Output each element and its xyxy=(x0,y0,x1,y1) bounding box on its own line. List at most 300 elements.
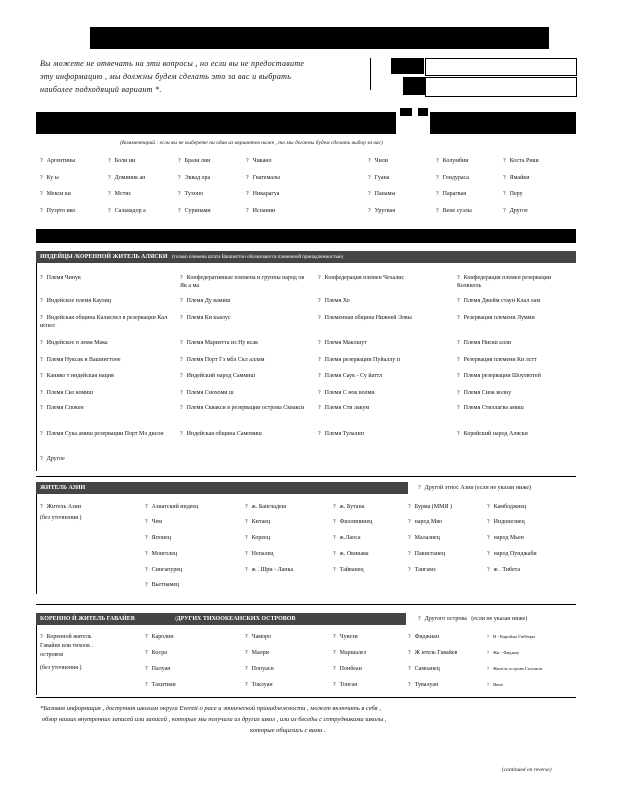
pacific-option[interactable] xyxy=(245,649,269,657)
native-option[interactable] xyxy=(40,356,170,364)
checkbox-icon: ? xyxy=(318,390,321,396)
hispanic-option-label: Чили xyxy=(374,158,388,164)
native-option-label: Племя Спокен xyxy=(46,405,84,411)
hispanic-option-label: Гондураса xyxy=(442,175,469,181)
checkbox-icon: ? xyxy=(40,456,43,462)
hispanic-option[interactable] xyxy=(40,190,71,198)
pacific-option[interactable] xyxy=(333,665,362,673)
decline-label-box xyxy=(391,58,424,74)
asian-option[interactable] xyxy=(333,566,364,574)
native-option[interactable] xyxy=(457,372,575,380)
pacific-option[interactable] xyxy=(145,665,171,673)
asian-option-label: Филлипинец xyxy=(339,519,373,525)
pacific-option[interactable] xyxy=(487,649,519,657)
native-section-header xyxy=(36,251,576,263)
checkbox-icon: ? xyxy=(180,340,183,346)
hispanic-option[interactable] xyxy=(178,207,211,215)
asian-option-label: ж. Бангладеш xyxy=(251,504,287,510)
hispanic-option-label: Уругвая xyxy=(374,208,395,214)
native-option-label: Индейская община Калиспел в резервации Кал испел xyxy=(40,315,167,329)
checkbox-icon: ? xyxy=(108,191,111,197)
asian-option[interactable] xyxy=(487,534,524,542)
hispanic-option-label: Брази лии xyxy=(184,158,211,164)
checkbox-icon: ? xyxy=(180,373,183,379)
asian-option-label: Азиатский индеец xyxy=(151,504,199,510)
checkbox-icon: ? xyxy=(436,191,439,197)
checkbox-icon: ? xyxy=(333,535,336,541)
pacific-left-label-2: Гавайев или тихоок . xyxy=(40,643,94,649)
footer-note xyxy=(40,703,580,736)
native-option-label: Племя резервации Пуйаллу п xyxy=(324,357,400,363)
checkbox-icon: ? xyxy=(245,551,248,557)
checkbox-icon: ? xyxy=(40,340,43,346)
native-option[interactable] xyxy=(457,389,575,397)
checkbox-icon: ? xyxy=(457,357,460,363)
native-option[interactable] xyxy=(318,339,448,347)
asian-option[interactable] xyxy=(245,550,273,558)
asian-option-label: Китаец xyxy=(251,519,271,525)
native-option[interactable] xyxy=(318,356,448,364)
asian-section-border xyxy=(36,494,37,594)
asian-option[interactable] xyxy=(333,534,361,542)
native-section-border xyxy=(36,263,37,471)
pacific-other-label: Другого острова xyxy=(424,616,467,622)
native-option[interactable] xyxy=(180,404,310,412)
checkbox-icon: ? xyxy=(318,298,321,304)
hispanic-option[interactable] xyxy=(246,190,279,198)
hispanic-option[interactable] xyxy=(368,174,389,182)
checkbox-icon: ? xyxy=(318,405,321,411)
pacific-option[interactable] xyxy=(145,649,167,657)
asian-option[interactable] xyxy=(408,518,442,526)
pacific-option[interactable] xyxy=(145,633,174,641)
asian-top-rule xyxy=(36,476,576,477)
hispanic-option[interactable] xyxy=(368,207,395,215)
title-bar xyxy=(90,27,549,49)
hispanic-option-label: Коста Рики xyxy=(509,158,539,164)
asian-option[interactable] xyxy=(145,581,179,589)
hispanic-no-box xyxy=(418,108,428,116)
native-option-label: Конфедеративные племена и группы народ ов Як а ма xyxy=(180,275,305,289)
hispanic-option[interactable] xyxy=(503,207,528,215)
hispanic-option-label: Колумбии xyxy=(442,158,469,164)
native-option[interactable] xyxy=(40,339,170,347)
pacific-option[interactable] xyxy=(245,633,271,641)
native-option-label: Племя Мариэтта из Ну ксак xyxy=(186,340,258,346)
hispanic-option[interactable] xyxy=(40,157,75,165)
hispanic-option[interactable] xyxy=(436,190,466,198)
pacific-left-label-4: (без уточнения ) xyxy=(40,665,82,671)
checkbox-icon: ? xyxy=(245,682,248,688)
pacific-option[interactable] xyxy=(408,665,440,673)
pacific-top-rule xyxy=(36,604,576,605)
pacific-header-title-2: /ДРУГИХ ТИХООКЕАНСКИХ ОСТРОВОВ xyxy=(174,616,296,622)
checkbox-icon: ? xyxy=(246,191,249,197)
asian-option[interactable] xyxy=(145,518,162,526)
asian-option-label: ж. Бутана xyxy=(339,504,365,510)
hispanic-option-label: Боли ии xyxy=(114,158,136,164)
native-option[interactable] xyxy=(457,404,575,412)
native-option-label: Индейское п лемя Мака xyxy=(46,340,108,346)
native-option[interactable] xyxy=(40,404,170,412)
checkbox-icon: ? xyxy=(246,175,249,181)
asian-header-title: ЖИТЕЛЬ АЗИИ xyxy=(40,485,86,491)
pacific-option[interactable] xyxy=(245,681,273,689)
native-option[interactable] xyxy=(318,297,448,305)
checkbox-icon: ? xyxy=(418,616,421,622)
hispanic-option[interactable] xyxy=(368,157,388,165)
checkbox-icon: ? xyxy=(246,208,249,214)
native-option[interactable] xyxy=(180,339,310,347)
decline-checkbox-area-2[interactable] xyxy=(425,77,577,97)
native-header-title: ИНДЕЙЦЫ /КОРЕННОЙ ЖИТЕЛЬ АЛЯСКИ xyxy=(40,254,168,260)
asian-option[interactable] xyxy=(145,503,198,511)
native-option[interactable] xyxy=(457,339,575,347)
pacific-option-label: Тувалуан xyxy=(414,682,439,688)
pacific-header-title: КОРЕННО Й ЖИТЕЛЬ ГАВАЙЕВ xyxy=(40,616,135,622)
pacific-option-label: Палуан xyxy=(151,666,171,672)
native-option[interactable] xyxy=(180,297,310,305)
hispanic-option[interactable] xyxy=(178,157,210,165)
pacific-option[interactable] xyxy=(333,633,358,641)
hispanic-option[interactable] xyxy=(503,190,523,198)
intro-line: эту информацию , мы должны будем сделать это за вас и выбрать xyxy=(40,72,292,81)
checkbox-icon: ? xyxy=(178,191,181,197)
pacific-option[interactable] xyxy=(245,665,274,673)
asian-left-sub xyxy=(40,514,82,522)
pacific-option-label: Каролин xyxy=(151,634,174,640)
hispanic-option[interactable] xyxy=(246,174,280,182)
checkbox-icon: ? xyxy=(245,535,248,541)
asian-option-label: Тайванец xyxy=(339,567,364,573)
pacific-other-option[interactable] xyxy=(418,615,527,623)
native-option[interactable] xyxy=(318,314,448,322)
hispanic-option-label: Гватемалы xyxy=(252,175,280,181)
native-option-label: Племя Хо xyxy=(324,298,350,304)
pacific-option-label: Жи - Фиджиу xyxy=(493,650,520,655)
native-option[interactable] xyxy=(457,274,575,290)
hispanic-option-label: Панамы xyxy=(374,191,396,197)
checkbox-icon: ? xyxy=(145,567,148,573)
asian-other-option[interactable] xyxy=(418,484,531,492)
native-option[interactable] xyxy=(40,297,170,305)
checkbox-icon: ? xyxy=(408,650,411,656)
hispanic-option[interactable] xyxy=(436,157,468,165)
asian-option-label: Индонезиец xyxy=(493,519,525,525)
hispanic-option[interactable] xyxy=(436,207,472,215)
asian-option[interactable] xyxy=(145,550,177,558)
asian-option[interactable] xyxy=(487,518,525,526)
intro-line: наиболее подходящий вариант *. xyxy=(40,85,162,94)
checkbox-icon: ? xyxy=(457,431,460,437)
native-option-label: Другое xyxy=(46,456,65,462)
hispanic-header-bar xyxy=(36,112,396,134)
hispanic-option[interactable] xyxy=(503,157,539,165)
checkbox-icon: ? xyxy=(40,208,43,214)
checkbox-icon: ? xyxy=(418,485,421,491)
hispanic-option[interactable] xyxy=(246,157,271,165)
native-option-label: Племя Сти лакум xyxy=(324,405,370,411)
native-option[interactable] xyxy=(457,430,575,438)
native-option[interactable] xyxy=(318,404,448,412)
divider-vertical xyxy=(370,58,371,90)
native-option-label: Племя Маклшут xyxy=(324,340,367,346)
pacific-option[interactable] xyxy=(487,681,503,689)
asian-option[interactable] xyxy=(487,550,537,558)
hispanic-yes-box xyxy=(400,108,412,116)
native-option-label: Резервация племени Ки лстт xyxy=(463,357,537,363)
asian-option-label: Японец xyxy=(151,535,171,541)
checkbox-icon: ? xyxy=(408,504,411,510)
hispanic-option-label: Доминик ан xyxy=(114,175,146,181)
native-option-label: Племя Порт Гэ мбл Скл аллам xyxy=(186,357,265,363)
checkbox-icon: ? xyxy=(180,390,183,396)
pacific-option[interactable] xyxy=(333,649,366,657)
checkbox-icon: ? xyxy=(180,315,183,321)
pacific-option[interactable] xyxy=(333,681,357,689)
native-option-label: Племя Стиллагва амиш xyxy=(463,405,524,411)
checkbox-icon: ? xyxy=(333,682,336,688)
asian-option-label: Сингапурец xyxy=(151,567,183,573)
native-option[interactable] xyxy=(318,430,448,438)
hispanic-option-label: Ку ы xyxy=(46,175,59,181)
native-option[interactable] xyxy=(318,274,448,282)
pacific-option[interactable] xyxy=(487,633,535,641)
hispanic-option[interactable] xyxy=(178,174,210,182)
asian-section-header xyxy=(36,482,408,494)
pacific-left-option[interactable] xyxy=(40,633,92,641)
checkbox-icon: ? xyxy=(503,175,506,181)
native-option-label: Племя Чинук xyxy=(46,275,81,281)
native-option-label: Индейская община Самомиш xyxy=(186,431,262,437)
asian-option-label: народ Мьен xyxy=(493,535,524,541)
native-option-label: Племя Ско комиш xyxy=(46,390,93,396)
native-option[interactable] xyxy=(180,314,310,322)
asian-left-option[interactable] xyxy=(40,503,81,511)
hispanic-option[interactable] xyxy=(178,190,203,198)
checkbox-icon: ? xyxy=(436,208,439,214)
hispanic-option[interactable] xyxy=(108,157,135,165)
asian-option-label: Камбоджиец xyxy=(493,504,527,510)
checkbox-icon: ? xyxy=(318,373,321,379)
hispanic-option-label: Другое xyxy=(509,208,528,214)
asian-option[interactable] xyxy=(145,534,171,542)
checkbox-icon: ? xyxy=(245,650,248,656)
checkbox-icon: ? xyxy=(457,315,460,321)
checkbox-icon: ? xyxy=(408,519,411,525)
checkbox-icon: ? xyxy=(368,191,371,197)
native-option[interactable] xyxy=(40,430,170,438)
checkbox-icon: ? xyxy=(178,208,181,214)
native-option[interactable] xyxy=(40,372,170,380)
native-option-label: Племенная община Нижней Элвы xyxy=(324,315,412,321)
asian-option[interactable] xyxy=(245,534,270,542)
native-option-label: Племя Снохоми ш xyxy=(186,390,234,396)
checkbox-icon: ? xyxy=(503,191,506,197)
hispanic-option-label: Гуана xyxy=(374,175,390,181)
pacific-option-label: Косра xyxy=(151,650,167,656)
checkbox-icon: ? xyxy=(408,567,411,573)
decline-checkbox-area[interactable] xyxy=(425,58,577,76)
checkbox-icon: ? xyxy=(180,275,183,281)
checkbox-icon: ? xyxy=(457,405,460,411)
asian-option[interactable] xyxy=(408,503,452,511)
checkbox-icon: ? xyxy=(246,158,249,164)
native-option-label: Племя Ду вамиш xyxy=(186,298,231,304)
native-option-label: Племя Джейм стаун Клал лам xyxy=(463,298,541,304)
checkbox-icon: ? xyxy=(487,535,490,541)
checkbox-icon: ? xyxy=(145,650,148,656)
checkbox-icon: ? xyxy=(145,682,148,688)
checkbox-icon: ? xyxy=(40,158,43,164)
footer-line: обзор наших внутренних записей или записей , которые мы получили из других школ , или из беседы с сотрудниками школы , xyxy=(42,716,387,723)
checkbox-icon: ? xyxy=(368,175,371,181)
checkbox-icon: ? xyxy=(245,519,248,525)
intro-text xyxy=(40,57,360,96)
native-option[interactable] xyxy=(180,430,310,438)
native-option-label: Племя Нискв алли xyxy=(463,340,512,346)
checkbox-icon: ? xyxy=(145,519,148,525)
decline-label-box-2 xyxy=(403,77,425,95)
native-option-label: Канико т индейская нация xyxy=(46,373,114,379)
pacific-option-label: Тонган xyxy=(339,682,358,688)
native-option[interactable] xyxy=(318,372,448,380)
checkbox-icon: ? xyxy=(457,390,460,396)
checkbox-icon: ? xyxy=(145,634,148,640)
checkbox-icon: ? xyxy=(145,666,148,672)
hispanic-option[interactable] xyxy=(108,190,131,198)
asian-option[interactable] xyxy=(145,566,182,574)
hispanic-option-label: Тухоно xyxy=(184,191,204,197)
native-option-label: Конфедерация племен резервации Колвилль xyxy=(457,275,551,289)
hispanic-option-label: Мстис xyxy=(114,191,132,197)
asian-option-label: Кореец xyxy=(251,535,270,541)
checkbox-icon: ? xyxy=(408,682,411,688)
native-option[interactable] xyxy=(40,274,170,282)
asian-option[interactable] xyxy=(333,518,372,526)
native-option-label: Племя Ки кьялус xyxy=(186,315,231,321)
asian-option[interactable] xyxy=(408,534,440,542)
hispanic-option-label: Ямайки xyxy=(509,175,530,181)
pacific-option-label: Япие xyxy=(493,682,503,687)
pacific-left-line xyxy=(40,664,82,672)
hispanic-option[interactable] xyxy=(436,174,469,182)
hispanic-option-label: Вене суэлы xyxy=(442,208,472,214)
checkbox-icon: ? xyxy=(145,551,148,557)
checkbox-icon: ? xyxy=(457,298,460,304)
asian-option[interactable] xyxy=(408,550,445,558)
asian-option[interactable] xyxy=(245,566,293,574)
asian-option[interactable] xyxy=(245,518,270,526)
checkbox-icon: ? xyxy=(487,666,489,671)
checkbox-icon: ? xyxy=(245,504,248,510)
pacific-left-line xyxy=(40,651,63,659)
checkbox-icon: ? xyxy=(40,275,43,281)
checkbox-icon: ? xyxy=(487,682,489,687)
asian-option-label: Бурма (ММЯ ) xyxy=(414,504,452,510)
asian-option-label: народ Пунджаби xyxy=(493,551,537,557)
checkbox-icon: ? xyxy=(457,275,460,281)
native-option[interactable] xyxy=(40,314,170,330)
hispanic-option[interactable] xyxy=(246,207,275,215)
pacific-other-sub: (если не указан ниже) xyxy=(471,616,528,622)
native-option-label: Корейский народ Аляски xyxy=(463,431,528,437)
pacific-option-label: Самоанец xyxy=(414,666,440,672)
native-option-label: Племя Сквакси в резервации острова Сквакси xyxy=(186,405,305,411)
checkbox-icon: ? xyxy=(436,175,439,181)
asian-option[interactable] xyxy=(333,550,369,558)
native-option[interactable] xyxy=(457,297,575,305)
checkbox-icon: ? xyxy=(40,298,43,304)
pacific-option[interactable] xyxy=(408,633,439,641)
pacific-option[interactable] xyxy=(145,681,176,689)
pacific-option-label: Токлуан xyxy=(251,682,273,688)
checkbox-icon: ? xyxy=(245,634,248,640)
asian-option[interactable] xyxy=(487,566,520,574)
asian-option[interactable] xyxy=(408,566,436,574)
checkbox-icon: ? xyxy=(457,340,460,346)
checkbox-icon: ? xyxy=(178,175,181,181)
checkbox-icon: ? xyxy=(408,551,411,557)
asian-option[interactable] xyxy=(487,503,526,511)
checkbox-icon: ? xyxy=(40,191,43,197)
native-option[interactable] xyxy=(40,455,170,463)
asian-option[interactable] xyxy=(333,503,364,511)
pacific-option[interactable] xyxy=(408,649,457,657)
pacific-option-label: Н - Каройлы Гибберы xyxy=(493,634,535,639)
hispanic-option[interactable] xyxy=(108,174,145,182)
hispanic-option[interactable] xyxy=(503,174,529,182)
checkbox-icon: ? xyxy=(318,431,321,437)
asian-option-label: Малазиец xyxy=(414,535,440,541)
native-option-label: Индейский народ Саммиш xyxy=(186,373,255,379)
pacific-option[interactable] xyxy=(408,681,438,689)
native-option-label: Конфедерация племен Чехалис xyxy=(324,275,405,281)
pacific-option-label: Маршалез xyxy=(339,650,367,656)
native-option[interactable] xyxy=(457,356,575,364)
hispanic-option[interactable] xyxy=(40,174,59,182)
hispanic-option-label: Суринами xyxy=(184,208,211,214)
hispanic-option[interactable] xyxy=(108,207,146,215)
native-option[interactable] xyxy=(318,389,448,397)
hispanic-option[interactable] xyxy=(368,190,395,198)
footer-line: *Базовая информация , доступная школам округа Everett о расе и этнической принадлежности , может включать в себя , xyxy=(40,705,381,712)
pacific-option-label: Житель острова Соломон xyxy=(493,666,543,671)
native-option[interactable] xyxy=(40,389,170,397)
native-option[interactable] xyxy=(457,314,575,322)
asian-option-label: Непалец xyxy=(251,551,274,557)
pacific-option[interactable] xyxy=(487,665,542,673)
pacific-option-label: Чукези xyxy=(339,634,358,640)
checkbox-icon: ? xyxy=(487,650,489,655)
checkbox-icon: ? xyxy=(333,504,336,510)
asian-option[interactable] xyxy=(245,503,286,511)
native-option[interactable] xyxy=(180,389,310,397)
checkbox-icon: ? xyxy=(180,405,183,411)
checkbox-icon: ? xyxy=(333,666,336,672)
native-header-sub: (только племена штата Вашингтон обозначаются племенной принадлежностью) xyxy=(172,255,344,260)
asian-option-label: ж . Тибета xyxy=(493,567,521,573)
pacific-section-border xyxy=(36,625,37,695)
checkbox-icon: ? xyxy=(408,666,411,672)
native-option[interactable] xyxy=(180,274,310,290)
native-option-label: Племя Тулалип xyxy=(324,431,364,437)
native-option[interactable] xyxy=(180,372,310,380)
native-option-label: Племя Сиок волну xyxy=(463,390,512,396)
native-option[interactable] xyxy=(180,356,310,364)
hispanic-option[interactable] xyxy=(40,207,75,215)
pacific-option-label: Чаморо xyxy=(251,634,272,640)
